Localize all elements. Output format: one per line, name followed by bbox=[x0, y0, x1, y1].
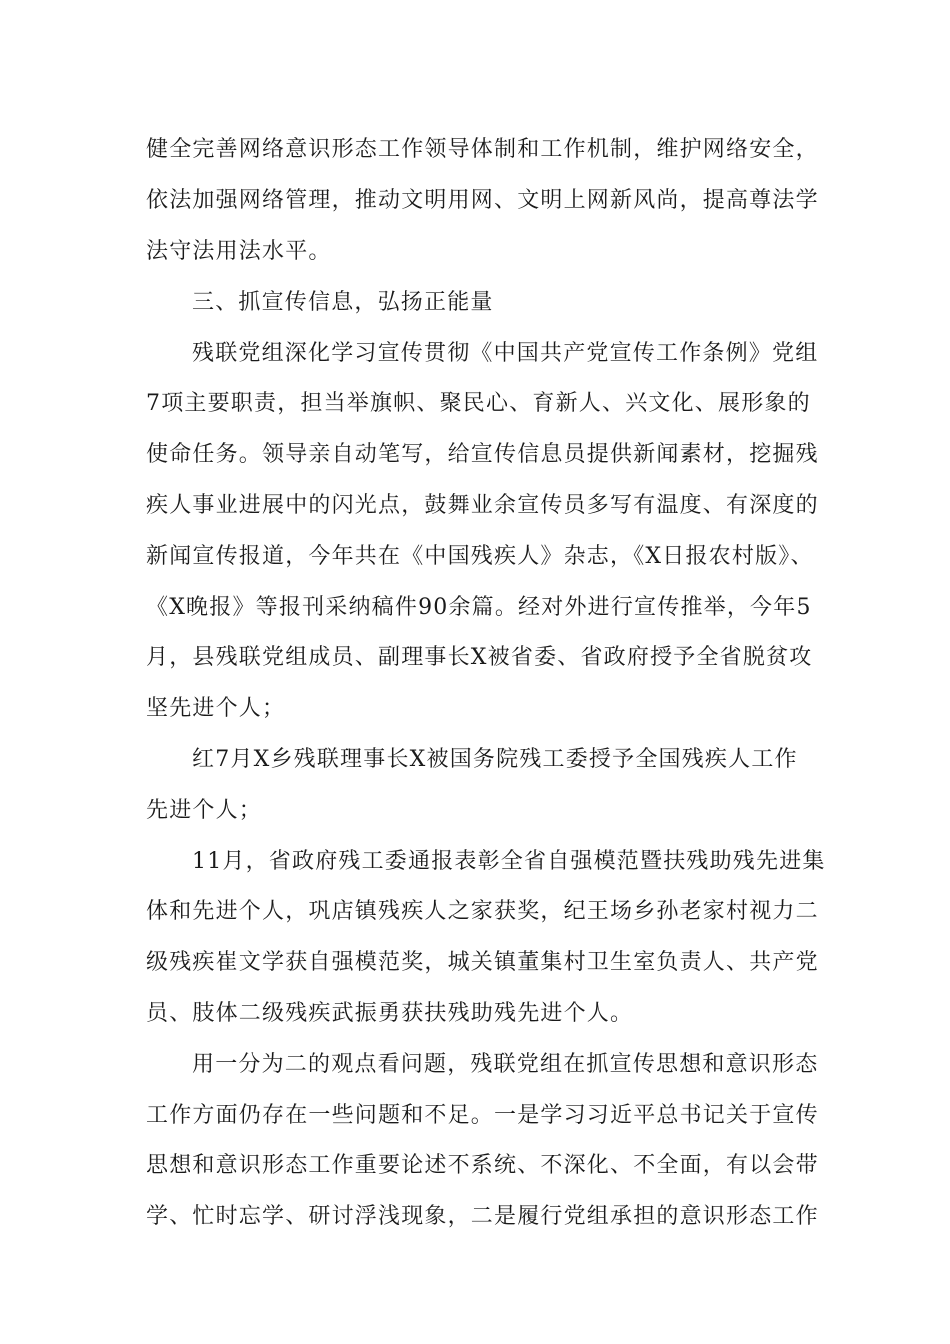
paragraph-line: 法守法用法水平。 bbox=[146, 239, 332, 264]
section-heading: 三、抓宣传信息，弘扬正能量 bbox=[192, 290, 494, 315]
paragraph-line: 坚先进个人； bbox=[146, 696, 286, 721]
paragraph-line: 7项主要职责，担当举旗帜、聚民心、育新人、兴文化、展形象的 bbox=[146, 391, 811, 416]
paragraph-line: 用一分为二的观点看问题，残联党组在抓宣传思想和意识形态 bbox=[192, 1052, 819, 1077]
paragraph-line: 残联党组深化学习宣传贯彻《中国共产党宣传工作条例》党组 bbox=[192, 341, 819, 366]
paragraph-line: 11月，省政府残工委通报表彰全省自强模范暨扶残助残先进集 bbox=[192, 849, 826, 874]
paragraph-line: 工作方面仍存在一些问题和不足。一是学习习近平总书记关于宣传 bbox=[146, 1103, 819, 1128]
paragraph-line: 疾人事业进展中的闪光点，鼓舞业余宣传员多写有温度、有深度的 bbox=[146, 493, 819, 518]
paragraph-line: 红7月X乡残联理事长X被国务院残工委授予全国残疾人工作 bbox=[192, 747, 798, 772]
paragraph-line: 依法加强网络管理，推动文明用网、文明上网新风尚，提高尊法学 bbox=[146, 188, 819, 213]
paragraph-line: 学、忙时忘学、研讨浮浅现象，二是履行党组承担的意识形态工作 bbox=[146, 1204, 819, 1229]
paragraph-line: 《X晚报》等报刊采纳稿件90余篇。经对外进行宣传推举，今年5 bbox=[146, 595, 812, 620]
paragraph-line: 先进个人； bbox=[146, 798, 263, 823]
paragraph-line: 使命任务。领导亲自动笔写，给宣传信息员提供新闻素材，挖掘残 bbox=[146, 442, 819, 467]
paragraph-line: 级残疾崔文学获自强模范奖，城关镇董集村卫生室负责人、共产党 bbox=[146, 950, 819, 975]
paragraph-line: 新闻宣传报道，今年共在《中国残疾人》杂志，《X日报农村版》、 bbox=[146, 544, 814, 569]
paragraph-line: 月，县残联党组成员、副理事长X被省委、省政府授予全省脱贫攻 bbox=[146, 645, 813, 670]
paragraph-line: 体和先进个人，巩店镇残疾人之家获奖，纪王场乡孙老家村视力二 bbox=[146, 899, 819, 924]
paragraph-line: 思想和意识形态工作重要论述不系统、不深化、不全面，有以会带 bbox=[146, 1153, 819, 1178]
paragraph-line: 健全完善网络意识形态工作领导体制和工作机制，维护网络安全， bbox=[146, 137, 819, 162]
paragraph-line: 员、肢体二级残疾武振勇获扶残助残先进个人。 bbox=[146, 1001, 634, 1026]
